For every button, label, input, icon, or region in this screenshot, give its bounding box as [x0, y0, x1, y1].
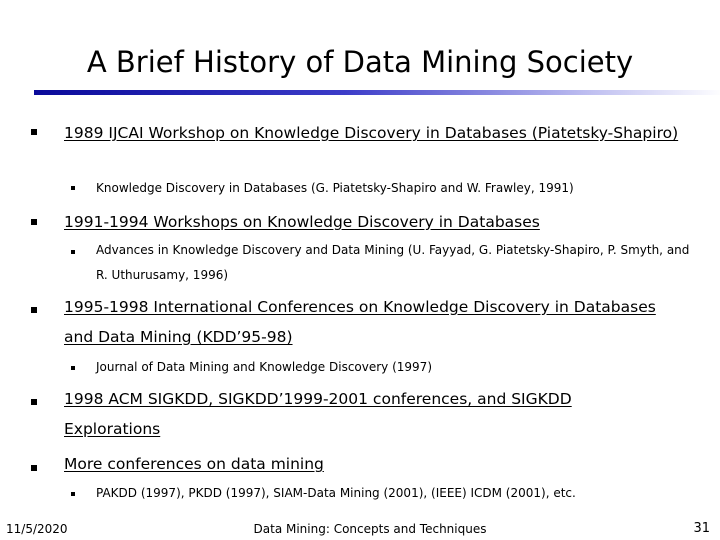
bullet-item [64, 292, 674, 352]
bullet-item-text: More conferences on data mining [64, 455, 324, 473]
sub-bullet-icon [71, 186, 75, 190]
footer-title: Data Mining: Concepts and Techniques [253, 522, 487, 536]
bullet-icon [31, 399, 37, 405]
bullet-icon [31, 465, 37, 471]
bullet-item [64, 118, 690, 148]
sub-bullet-item: PAKDD (1997), PKDD (1997), SIAM-Data Mining (2001), (IEEE) ICDM (2001), etc. [96, 486, 576, 500]
bullet-item [64, 207, 690, 237]
page-number: 31 [693, 521, 710, 536]
bullet-icon [31, 307, 37, 313]
bullet-item-text: 1998 ACM SIGKDD, SIGKDD’1999-2001 conferences, and SIGKDD Explorations [64, 390, 572, 438]
bullet-item-text: 1991-1994 Workshops on Knowledge Discovery in Databases [64, 213, 540, 231]
sub-bullet-item: Knowledge Discovery in Databases (G. Piatetsky-Shapiro and W. Frawley, 1991) [96, 181, 574, 195]
bullet-icon [31, 129, 37, 135]
sub-bullet-icon [71, 250, 75, 254]
sub-bullet-icon [71, 366, 75, 370]
footer-date: 11/5/2020 [6, 522, 68, 536]
bullet-icon [31, 219, 37, 225]
bullet-item [64, 384, 624, 444]
sub-bullet-item: Journal of Data Mining and Knowledge Discovery (1997) [96, 360, 432, 374]
bullet-item [64, 449, 690, 479]
slide-title: A Brief History of Data Mining Society [86, 45, 634, 79]
bullet-item-text: 1989 IJCAI Workshop on Knowledge Discovery in Databases (Piatetsky-Shapiro) [64, 124, 679, 142]
sub-bullet-icon [71, 492, 75, 496]
bullet-item-text: 1995-1998 International Conferences on Knowledge Discovery in Databases and Data Mining (KDD’95-98) [64, 298, 656, 346]
sub-bullet-item: Advances in Knowledge Discovery and Data Mining (U. Fayyad, G. Piatetsky-Shapiro, P. Smyth, and R. Uthurusamy, 1996) [96, 243, 690, 282]
title-divider [34, 90, 720, 95]
